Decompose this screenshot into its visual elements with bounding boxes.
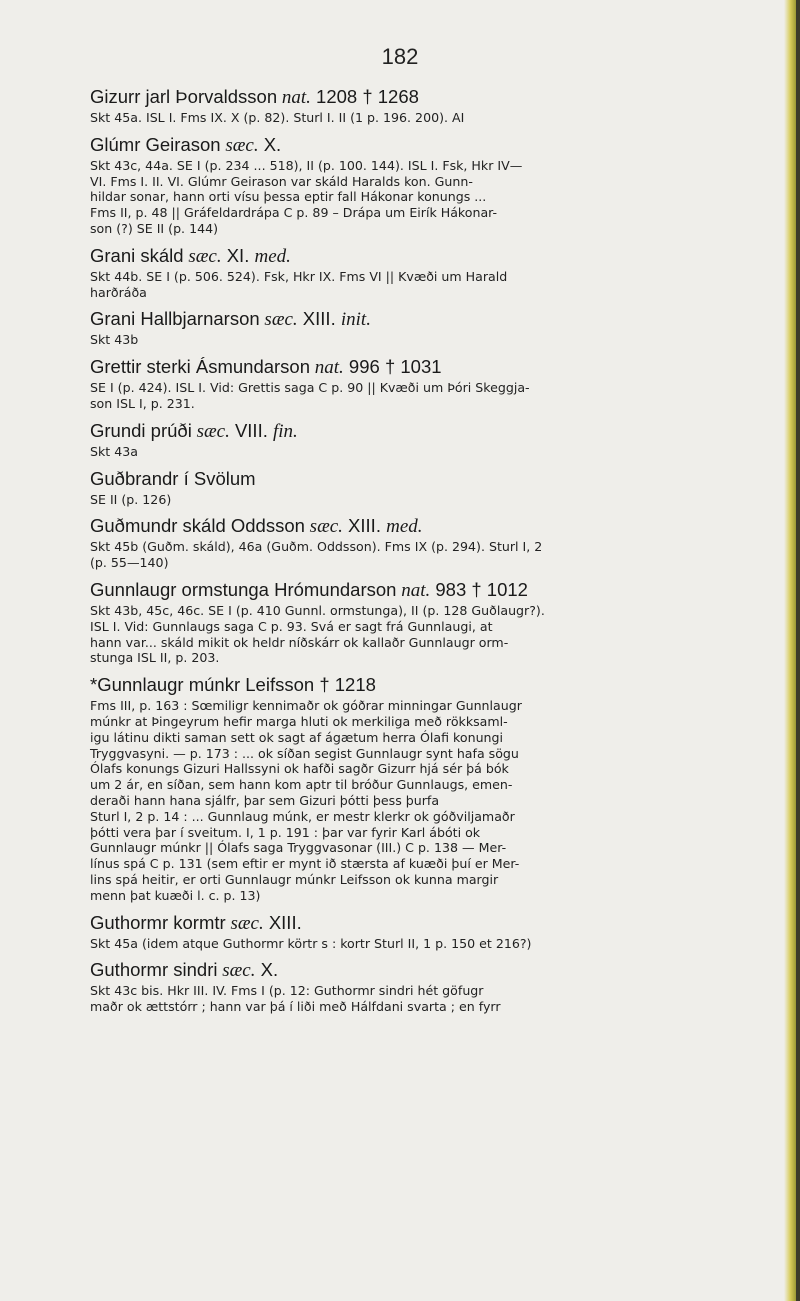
entry-body: Skt 45a. ISL I. Fms IX. X (p. 82). Sturl I. II (1 p. 196. 200). AI [90,110,465,125]
entry-heading: Gunnlaugr ormstunga Hrómundarson nat. 983 † 1012 [90,578,528,601]
entry-gizurr [90,85,740,126]
index-entries [90,85,740,1022]
entry-heading: Gizurr jarl Þorvaldsson nat. 1208 † 1268 [90,86,419,108]
entry-gudbrandr [90,467,740,508]
entry-heading: Grundi prúði sæc. VIII. fin. [90,419,298,442]
entry-body: Skt 43c, 44a. SE I (p. 234 ... 518), II (p. 100. 144). ISL I. Fsk, Hkr IV— VI. Fms I. II. VI. Glúmr Geirason var skáld Haralds kon. Gunn- hildar sonar, hann orti vísu þessa eptir fall Hákonar konungs ... Fms II, p. 48 || Gráfeldardrápa C p. 89 – Drápa um Eirík Hákonar- son (?) SE II (p. 144) [90,157,523,236]
entry-heading: Guthormr kormtr sæc. XIII. [90,911,302,934]
entry-grani-skald [90,244,740,301]
entry-grettir [90,355,740,412]
entry-body: Fms III, p. 163 : Sœmiligr kennimaðr ok góðrar minningar Gunnlaugr múnkr at Þingeyrum hefir marga hluti ok merkiliga með rökksaml- igu látinu dikti saman sett ok sagt af ágætum herra Ólafi konungi Tryggvasyni. — p. 173 : ... ok síðan segist Gunnlaugr synt hafa sögu Ólafs konungs Gizuri Hallssyni ok hafði sagðr Gizurr hjá sér þá bók um 2 ár, en síðan, sem hann kom aptr til bróður Gunnlaugs, emen- deraði hann hana sjálfr, þar sem Gizuri þótti þess þurfa Sturl I, 2 p. 14 : ... Gunnlaug múnk, er mestr klerkr ok góðviljamaðr þótti vera þar í sveitum. I, 1 p. 191 : þar var fyrir Karl ábóti ok Gunnlaugr múnkr || Ólafs saga Tryggvasonar (III.) C p. 138 — Mer- línus spá C p. 131 (sem eftir er mynt ið stærsta af kuæði þuí er Mer- lins spá heitir, er orti Gunnlaugr múnkr Leifsson ok kunna margir menn þat kuæði l. c. p. 13) [90,698,522,903]
entry-body: SE II (p. 126) [90,491,172,507]
entry-gunnlaugr-ormstunga [90,578,740,666]
entry-heading: Glúmr Geirason sæc. X. [90,133,282,156]
entry-heading: Grani Hallbjarnarson sæc. XIII. init. [90,308,371,331]
entry-body: Skt 43b, 45c, 46c. SE I (p. 410 Gunnl. ormstunga), II (p. 128 Guðlaugr?). ISL I. Vid: Gunnlaugs saga C p. 93. Svá er sagt frá Gunnlaugi, at hann var... skáld mikit ok heldr níðskárr ok kallaðr Gunnlaugr orm- stunga ISL II, p. 203. [90,602,545,666]
page-number: 182 [381,44,419,69]
entry-heading: Grettir sterki Ásmundarson nat. 996 † 1031 [90,356,442,379]
entry-heading: Guthormr sindri sæc. X. [90,959,279,982]
entry-glumr [90,133,740,237]
entry-grundi [90,419,740,460]
entry-heading: *Gunnlaugr múnkr Leifsson † 1218 [90,674,376,696]
entry-heading: Guðbrandr í Svölum [90,467,256,489]
entry-grani-hallbjarnarson [90,307,740,348]
entry-body: SE I (p. 424). ISL I. Vid: Grettis saga C p. 90 || Kvæði um Þóri Skeggja- son ISL I, p. 231. [90,380,530,411]
entry-gudmundr [90,514,740,571]
entry-body: Skt 45b (Guðm. skáld), 46a (Guðm. Oddsson). Fms IX (p. 294). Sturl I, 2 (p. 55—140) [90,539,543,571]
entry-guthormr-kormtr [90,911,740,952]
entry-heading: Guðmundr skáld Oddsson sæc. XIII. med. [90,515,423,538]
entry-body: Skt 43c bis. Hkr III. IV. Fms I (p. 12: Guthormr sindri hét göfugr maðr ok ættstórr ; hann var þá í liði með Hálfdani svarta ; en fyrr [90,983,501,1015]
entry-guthormr-sindri [90,958,740,1015]
entry-body: Skt 45a (idem atque Guthormr körtr s : kortr Sturl II, 1 p. 150 et 216?) [90,935,532,951]
entry-gunnlaugr-munkr [90,673,740,903]
entry-body: Skt 44b. SE I (p. 506. 524). Fsk, Hkr IX. Fms VI || Kvæði um Harald harðráða [90,268,508,300]
entry-heading: Grani skáld sæc. XI. med. [90,244,291,267]
entry-body: Skt 43b [90,332,139,348]
page-edge-shadow [796,0,800,1301]
entry-body: Skt 43a [90,443,138,459]
